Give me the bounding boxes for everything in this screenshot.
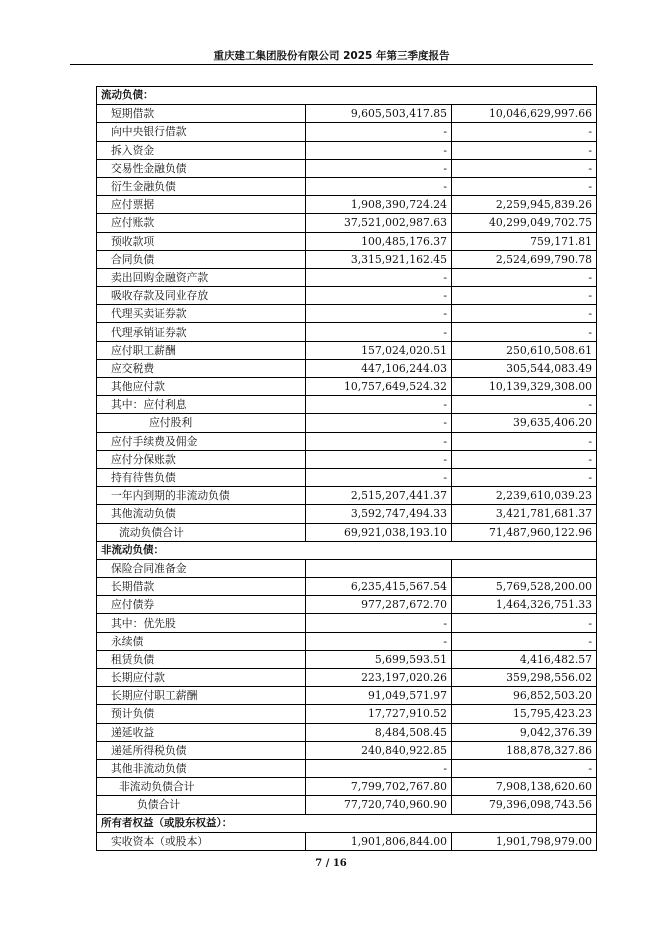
prior-year-end-value: 71,487,960,122.96	[452, 523, 597, 541]
period-end-value: 1,908,390,724.24	[306, 196, 452, 214]
row-label: 长期借款	[97, 578, 306, 596]
prior-year-end-value: -	[452, 450, 597, 468]
table-row	[97, 432, 597, 450]
prior-year-end-value: -	[452, 123, 597, 141]
row-label: 永续债	[97, 632, 306, 650]
period-end-value: -	[306, 177, 452, 195]
period-end-value	[306, 559, 452, 577]
period-end-value: 223,197,020.26	[306, 669, 452, 687]
prior-year-end-value: -	[452, 305, 597, 323]
table-row	[97, 741, 597, 759]
period-end-value: 37,521,002,987.63	[306, 214, 452, 232]
table-row	[97, 487, 597, 505]
period-end-value: 1,901,806,844.00	[306, 832, 452, 850]
table-row	[97, 505, 597, 523]
prior-year-end-value: -	[452, 177, 597, 195]
table-row	[97, 632, 597, 650]
table-row	[97, 796, 597, 814]
period-end-value: -	[306, 287, 452, 305]
table-row	[97, 123, 597, 141]
section-label: 所有者权益（或股东权益）：	[97, 814, 597, 832]
row-label: 卖出回购金融资产款	[97, 268, 306, 286]
prior-year-end-value: -	[452, 323, 597, 341]
prior-year-end-value: 1,464,326,751.33	[452, 596, 597, 614]
table-row	[97, 832, 597, 850]
prior-year-end-value: 2,259,945,839.26	[452, 196, 597, 214]
prior-year-end-value: 4,416,482.57	[452, 650, 597, 668]
period-end-value: 157,024,020.51	[306, 341, 452, 359]
row-label: 流动负债合计	[97, 523, 306, 541]
period-end-value: -	[306, 468, 452, 486]
table-row	[97, 705, 597, 723]
table-row	[97, 396, 597, 414]
page-number: 7 / 16	[315, 858, 347, 869]
row-label: 持有待售负债	[97, 468, 306, 486]
table-row	[97, 250, 597, 268]
table-row	[97, 287, 597, 305]
period-end-value: -	[306, 632, 452, 650]
prior-year-end-value: 1,901,798,979.00	[452, 832, 597, 850]
prior-year-end-value: 9,042,376.39	[452, 723, 597, 741]
prior-year-end-value: 3,421,781,681.37	[452, 505, 597, 523]
row-label: 非流动负债合计	[97, 778, 306, 796]
row-label: 代理买卖证券款	[97, 305, 306, 323]
prior-year-end-value: -	[452, 141, 597, 159]
row-label: 衍生金融负债	[97, 177, 306, 195]
prior-year-end-value: 188,878,327.86	[452, 741, 597, 759]
table-row	[97, 614, 597, 632]
table-row	[97, 196, 597, 214]
period-end-value: -	[306, 614, 452, 632]
table-row	[97, 214, 597, 232]
section-label: 非流动负债：	[97, 541, 597, 559]
table-row	[97, 378, 597, 396]
prior-year-end-value: 10,046,629,997.66	[452, 105, 597, 123]
prior-year-end-value: 759,171.81	[452, 232, 597, 250]
row-label: 应付账款	[97, 214, 306, 232]
table-row	[97, 323, 597, 341]
table-row	[97, 159, 597, 177]
prior-year-end-value: 7,908,138,620.60	[452, 778, 597, 796]
period-end-value: -	[306, 141, 452, 159]
prior-year-end-value: -	[452, 632, 597, 650]
row-label: 应付票据	[97, 196, 306, 214]
table-row	[97, 759, 597, 777]
row-label: 其中：优先股	[97, 614, 306, 632]
row-label: 预收款项	[97, 232, 306, 250]
row-label: 其他流动负债	[97, 505, 306, 523]
table-row	[97, 723, 597, 741]
period-end-value: 447,106,244.03	[306, 359, 452, 377]
table-row	[97, 523, 597, 541]
table-row	[97, 559, 597, 577]
prior-year-end-value: -	[452, 396, 597, 414]
period-end-value: -	[306, 268, 452, 286]
period-end-value: -	[306, 450, 452, 468]
period-end-value: -	[306, 123, 452, 141]
row-label: 代理承销证券款	[97, 323, 306, 341]
period-end-value: 10,757,649,524.32	[306, 378, 452, 396]
table-row	[97, 141, 597, 159]
period-end-value: 5,699,593.51	[306, 650, 452, 668]
prior-year-end-value: 79,396,098,743.56	[452, 796, 597, 814]
row-label: 应付股利	[97, 414, 306, 432]
period-end-value: -	[306, 323, 452, 341]
period-end-value: 7,799,702,767.80	[306, 778, 452, 796]
period-end-value: -	[306, 159, 452, 177]
table-row	[97, 450, 597, 468]
balance-sheet-table	[96, 86, 597, 851]
period-end-value: 91,049,571.97	[306, 687, 452, 705]
prior-year-end-value: 2,239,610,039.23	[452, 487, 597, 505]
prior-year-end-value: -	[452, 287, 597, 305]
table-row	[97, 687, 597, 705]
page-header-title: 重庆建工集团股份有限公司 2025 年第三季度报告	[213, 50, 450, 62]
period-end-value: 2,515,207,441.37	[306, 487, 452, 505]
prior-year-end-value: -	[452, 268, 597, 286]
row-label: 拆入资金	[97, 141, 306, 159]
row-label: 长期应付职工薪酬	[97, 687, 306, 705]
row-label: 实收资本（或股本）	[97, 832, 306, 850]
period-end-value: -	[306, 305, 452, 323]
prior-year-end-value: -	[452, 159, 597, 177]
prior-year-end-value: -	[452, 614, 597, 632]
section-header-row	[97, 541, 597, 559]
row-label: 交易性金融负债	[97, 159, 306, 177]
prior-year-end-value: 359,298,556.02	[452, 669, 597, 687]
prior-year-end-value	[452, 559, 597, 577]
period-end-value: 9,605,503,417.85	[306, 105, 452, 123]
period-end-value: 77,720,740,960.90	[306, 796, 452, 814]
prior-year-end-value: 250,610,508.61	[452, 341, 597, 359]
row-label: 递延所得税负债	[97, 741, 306, 759]
prior-year-end-value: 39,635,406.20	[452, 414, 597, 432]
section-header-row	[97, 87, 597, 105]
section-header-row	[97, 814, 597, 832]
row-label: 长期应付款	[97, 669, 306, 687]
table-row	[97, 232, 597, 250]
row-label: 应付职工薪酬	[97, 341, 306, 359]
prior-year-end-value: 10,139,329,308.00	[452, 378, 597, 396]
prior-year-end-value: -	[452, 759, 597, 777]
prior-year-end-value: 305,544,083.49	[452, 359, 597, 377]
prior-year-end-value: 96,852,503.20	[452, 687, 597, 705]
period-end-value: 3,315,921,162.45	[306, 250, 452, 268]
prior-year-end-value: 2,524,699,790.78	[452, 250, 597, 268]
balance-sheet-body	[97, 87, 597, 851]
table-row	[97, 341, 597, 359]
prior-year-end-value: 15,795,423.23	[452, 705, 597, 723]
table-row	[97, 578, 597, 596]
table-row	[97, 305, 597, 323]
prior-year-end-value: -	[452, 468, 597, 486]
period-end-value: 6,235,415,567.54	[306, 578, 452, 596]
row-label: 应付分保账款	[97, 450, 306, 468]
table-row	[97, 359, 597, 377]
prior-year-end-value: 5,769,528,200.00	[452, 578, 597, 596]
table-row	[97, 596, 597, 614]
row-label: 预计负债	[97, 705, 306, 723]
period-end-value: 240,840,922.85	[306, 741, 452, 759]
period-end-value: 17,727,910.52	[306, 705, 452, 723]
row-label: 其他应付款	[97, 378, 306, 396]
period-end-value: -	[306, 759, 452, 777]
period-end-value: -	[306, 396, 452, 414]
row-label: 递延收益	[97, 723, 306, 741]
row-label: 其中：应付利息	[97, 396, 306, 414]
period-end-value: -	[306, 432, 452, 450]
table-row	[97, 177, 597, 195]
table-row	[97, 268, 597, 286]
table-row	[97, 468, 597, 486]
row-label: 短期借款	[97, 105, 306, 123]
row-label: 应付手续费及佣金	[97, 432, 306, 450]
row-label: 合同负债	[97, 250, 306, 268]
table-row	[97, 650, 597, 668]
row-label: 吸收存款及同业存放	[97, 287, 306, 305]
period-end-value: 3,592,747,494.33	[306, 505, 452, 523]
prior-year-end-value: 40,299,049,702.75	[452, 214, 597, 232]
row-label: 其他非流动负债	[97, 759, 306, 777]
table-row	[97, 778, 597, 796]
row-label: 租赁负债	[97, 650, 306, 668]
table-row	[97, 669, 597, 687]
row-label: 保险合同准备金	[97, 559, 306, 577]
section-label: 流动负债：	[97, 87, 597, 105]
row-label: 向中央银行借款	[97, 123, 306, 141]
table-row	[97, 414, 597, 432]
period-end-value: -	[306, 414, 452, 432]
period-end-value: 69,921,038,193.10	[306, 523, 452, 541]
row-label: 应付债券	[97, 596, 306, 614]
period-end-value: 100,485,176.37	[306, 232, 452, 250]
header-divider	[70, 64, 593, 65]
row-label: 应交税费	[97, 359, 306, 377]
period-end-value: 8,484,508.45	[306, 723, 452, 741]
row-label: 负债合计	[97, 796, 306, 814]
period-end-value: 977,287,672.70	[306, 596, 452, 614]
prior-year-end-value: -	[452, 432, 597, 450]
row-label: 一年内到期的非流动负债	[97, 487, 306, 505]
table-row	[97, 105, 597, 123]
